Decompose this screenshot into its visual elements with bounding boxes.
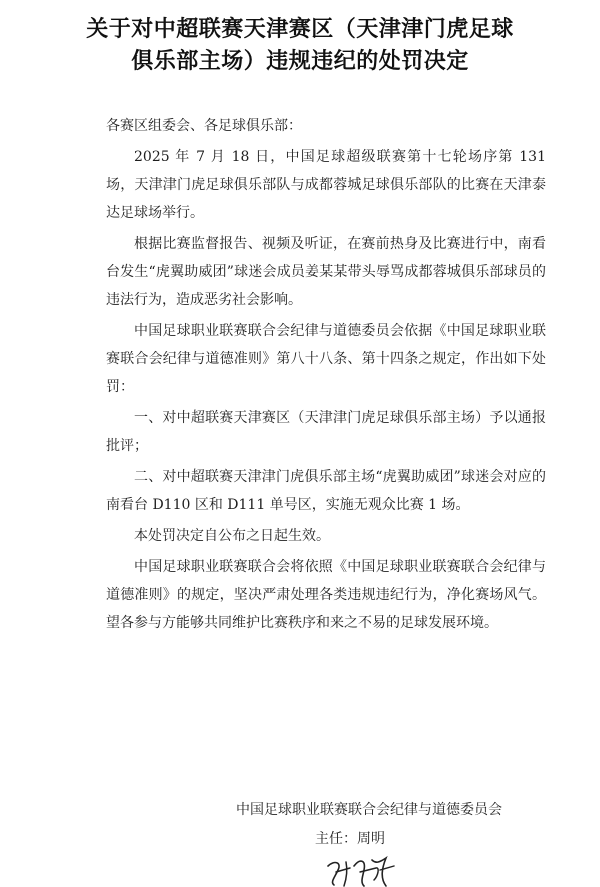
handwritten-signature-icon [320,852,400,887]
paragraph-effective: 本处罚决定自公布之日起生效。 [134,528,330,544]
paragraph-incident: 根据比赛监督报告、视频及听证，在赛前热身及比赛进行中，南看台发生“虎翼助威团”球迷会成员姜某某带头辱骂成都蓉城俱乐部球员的违法行为，造成恶劣社会影响。 [106,236,546,308]
document-body [106,112,546,640]
title-line-2: 俱乐部主场）违规违纪的处罚决定 [131,49,469,74]
signoff-organization: 中国足球职业联赛联合会纪律与道德委员会 [236,802,502,818]
salutation: 各赛区组委会、各足球俱乐部： [106,118,302,134]
paragraph-penalty-1: 一、对中超联赛天津赛区（天津津门虎足球俱乐部主场）予以通报批评； [106,410,546,454]
paragraph-match-info: 2025 年 7 月 18 日，中国足球超级联赛第十七轮场序第 131 场，天津津门虎足球俱乐部队与成都蓉城足球俱乐部队的比赛在天津泰达足球场举行。 [106,149,546,221]
signoff-block [160,796,540,854]
paragraph-penalty-2: 二、对中超联赛天津津门虎俱乐部主场“虎翼助威团”球迷会对应的南看台 D110 区和 D111 单号区，实施无观众比赛 1 场。 [106,469,546,513]
paragraph-closing: 中国足球职业联赛联合会将依照《中国足球职业联赛联合会纪律与道德准则》的规定，坚决严肃处理各类违规违纪行为，净化赛场风气。望各参与方能够共同维护比赛秩序和来之不易的足球发展环境。 [106,559,546,631]
paragraph-basis: 中国足球职业联赛联合会纪律与道德委员会依据《中国足球职业联赛联合会纪律与道德准则》第八十八条、第十四条之规定，作出如下处罚： [106,323,546,395]
signoff-chair: 主任：周明 [315,831,385,847]
document-title [40,14,560,78]
title-line-1: 关于对中超联赛天津赛区（天津津门虎足球 [86,17,514,42]
